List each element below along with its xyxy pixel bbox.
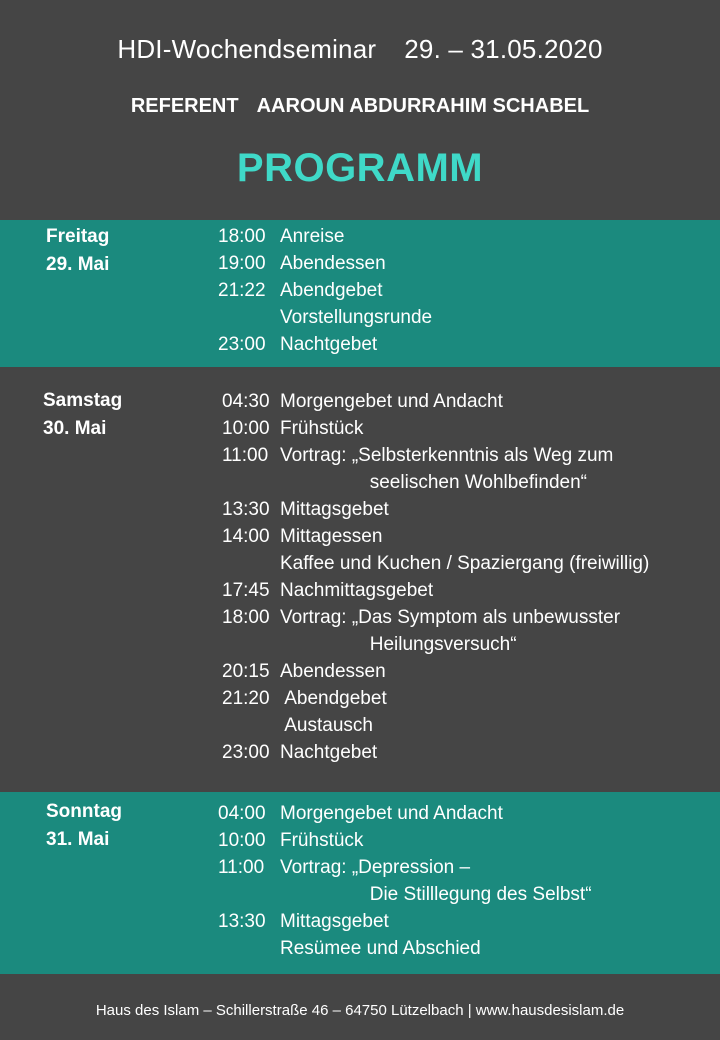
event-time: 18:00 (218, 226, 266, 247)
event-desc: Morgengebet und Andacht (280, 803, 503, 824)
event-desc: Nachtgebet (280, 334, 378, 355)
event-time: 23:00 (218, 334, 266, 355)
event-desc: Resümee und Abschied (280, 938, 481, 959)
event-row (218, 908, 592, 935)
event-desc: Nachmittagsgebet (280, 580, 434, 601)
day-date: 29. Mai (46, 254, 110, 275)
event-time: 19:00 (218, 253, 266, 274)
day-date: 31. Mai (46, 829, 110, 850)
day-name: Freitag (46, 226, 110, 247)
seminar-name: HDI-Wochendseminar (117, 34, 377, 64)
seminar-dates: 29. – 31.05.2020 (404, 34, 603, 64)
event-row (222, 658, 649, 685)
event-row (218, 881, 592, 908)
event-desc: Frühstück (280, 830, 364, 851)
event-row (218, 331, 432, 358)
event-desc: Abendgebet (280, 280, 383, 301)
event-list (218, 223, 432, 358)
header (0, 0, 720, 220)
event-row (218, 223, 432, 250)
event-desc: Mittagessen (280, 526, 383, 547)
event-time: 11:00 (222, 445, 269, 466)
event-desc: Kaffee und Kuchen / Spaziergang (freiwillig) (280, 553, 650, 574)
event-row (222, 712, 649, 739)
event-row (222, 550, 649, 577)
event-time: 14:00 (222, 526, 270, 547)
event-row (222, 739, 649, 766)
event-row (222, 388, 649, 415)
referent-name: AAROUN ABDURRAHIM SCHABEL (256, 95, 590, 117)
event-row (222, 577, 649, 604)
event-desc: Vortrag: „Das Symptom als unbewusster (280, 607, 621, 628)
day-label (46, 798, 122, 854)
footer-address: Haus des Islam – Schillerstraße 46 – 64750 Lützelbach | www.hausdesislam.de (95, 1002, 625, 1019)
event-row (222, 685, 649, 712)
day-friday (0, 220, 720, 367)
event-row (218, 800, 592, 827)
event-desc: Die Stilllegung des Selbst“ (280, 884, 592, 905)
event-time: 13:30 (218, 911, 266, 932)
day-label (46, 223, 109, 279)
event-row (222, 604, 649, 631)
event-desc: Vortrag: „Selbsterkenntnis als Weg zum (280, 445, 614, 466)
day-date: 30. Mai (43, 418, 107, 439)
event-row (218, 277, 432, 304)
event-time: 13:30 (222, 499, 270, 520)
event-time: 04:30 (222, 391, 270, 412)
event-time: 21:20 (222, 688, 270, 709)
program-title: PROGRAMM (236, 146, 484, 190)
event-desc: Mittagsgebet (280, 911, 389, 932)
event-time: 23:00 (222, 742, 270, 763)
event-desc: Anreise (280, 226, 345, 247)
seminar-title (0, 34, 720, 65)
event-row (222, 496, 649, 523)
event-desc: Vorstellungsrunde (280, 307, 433, 328)
event-row (222, 442, 649, 469)
event-desc: Heilungsversuch“ (280, 634, 517, 655)
event-time: 11:00 (218, 857, 265, 878)
event-desc: Vortrag: „Depression – (280, 857, 471, 878)
day-name: Sonntag (46, 801, 122, 822)
event-time: 18:00 (222, 607, 270, 628)
event-time: 10:00 (218, 830, 266, 851)
event-row (222, 469, 649, 496)
event-time: 17:45 (222, 580, 270, 601)
event-row (218, 854, 592, 881)
event-desc: Frühstück (280, 418, 364, 439)
event-desc: Mittagsgebet (280, 499, 389, 520)
event-row (222, 523, 649, 550)
event-desc: Austausch (280, 715, 373, 736)
event-row (222, 631, 649, 658)
event-desc: Nachtgebet (280, 742, 378, 763)
event-row (218, 827, 592, 854)
day-label (43, 387, 122, 443)
referent-line (0, 95, 720, 118)
event-list (222, 388, 649, 766)
event-desc: Morgengebet und Andacht (280, 391, 503, 412)
event-desc: Abendessen (280, 661, 386, 682)
event-row (218, 250, 432, 277)
event-desc: Abendessen (280, 253, 386, 274)
referent-label: REFERENT (130, 95, 239, 117)
event-desc: Abendgebet (280, 688, 387, 709)
event-time: 21:22 (218, 280, 266, 301)
event-row (218, 304, 432, 331)
event-row (218, 935, 592, 962)
event-time: 20:15 (222, 661, 270, 682)
event-list (218, 800, 592, 962)
event-time: 10:00 (222, 418, 270, 439)
event-desc: seelischen Wohlbefinden“ (280, 472, 587, 493)
day-saturday (0, 367, 720, 792)
event-time: 04:00 (218, 803, 266, 824)
event-row (222, 415, 649, 442)
day-sunday (0, 792, 720, 974)
day-name: Samstag (43, 390, 123, 411)
